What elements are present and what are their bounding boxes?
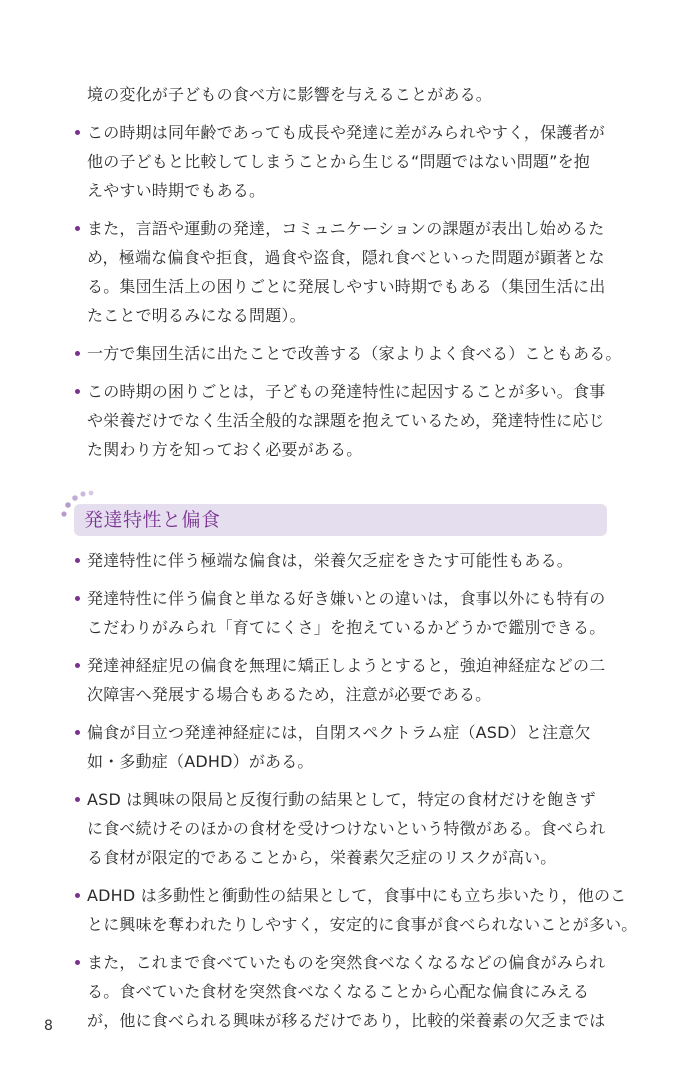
text-line: ASD は興味の限局と反復行動の結果として，特定の食材だけを飽きず	[87, 790, 596, 809]
text-line: や栄養だけでなく生活全般的な課題を抱えているため，発達特性に応じ	[87, 411, 605, 430]
page-number: 8	[44, 1018, 53, 1034]
list-item	[74, 948, 609, 1035]
text-line: が，他に食べられる興味が移るだけであり，比較的栄養素の欠乏までは	[87, 1011, 606, 1030]
bullet-icon	[75, 389, 80, 394]
list-item	[74, 881, 638, 939]
text-line: る。食べていた食材を突然食べなくなることから心配な偏食にみえる	[87, 982, 590, 1001]
list-item	[74, 651, 609, 709]
text-line: る。集団生活上の困りごとに発展しやすい時期でもある（集団生活に出	[87, 277, 606, 296]
list-item	[74, 214, 609, 330]
text-line: とに興味を奪われたりしやすく，安定的に食事が食べられないことが多い。	[87, 915, 638, 934]
text-line: 次障害へ発展する場合もあるため，注意が必要である。	[87, 685, 492, 704]
bullet-icon	[75, 663, 80, 668]
page-content	[74, 80, 638, 1044]
text-line: 如・多動症（ADHD）がある。	[87, 752, 314, 771]
bullet-icon	[75, 893, 80, 898]
text-line: に食べ続けそのほかの食材を受けつけないという特徴がある。食べられ	[87, 819, 606, 838]
list-item	[74, 718, 609, 776]
bullet-icon	[75, 596, 80, 601]
text-line: 発達特性に伴う偏食と単なる好き嫌いとの違いは，食事以外にも特有の	[87, 589, 606, 608]
text-line: ADHD は多動性と衝動性の結果として，食事中にも立ち歩いたり，他のこ	[87, 886, 627, 905]
bullet-icon	[75, 797, 80, 802]
continuation-paragraph	[74, 80, 609, 109]
text-line: る食材が限定的であることから，栄養素欠乏症のリスクが高い。	[87, 848, 557, 867]
text-line: たことで明るみになる問題）。	[87, 306, 306, 325]
list-item	[74, 118, 609, 205]
text-line: こだわりがみられ「育てにくさ」を抱えているかどうかで鑑別できる。	[87, 618, 606, 637]
text-line: また，言語や運動の発達，コミュニケーションの課題が表出し始めるた	[87, 219, 605, 238]
bullet-icon	[75, 960, 80, 965]
bullet-icon	[75, 226, 80, 231]
text-line: また，これまで食べていたものを突然食べなくなるなどの偏食がみられ	[87, 953, 606, 972]
text-line: えやすい時期でもある。	[87, 181, 266, 200]
list-item	[74, 584, 609, 642]
text-line: 偏食が目立つ発達神経症には，自閉スペクトラム症（ASD）と注意欠	[87, 723, 591, 742]
text-line: この時期の困りごとは，子どもの発達特性に起因することが多い。食事	[87, 382, 606, 401]
list-item	[74, 339, 622, 368]
bullet-icon	[75, 130, 80, 135]
text-line: 発達特性に伴う極端な偏食は，栄養欠乏症をきたす可能性もある。	[87, 551, 574, 570]
text-line: 境の変化が子どもの食べ方に影響を与えることがある。	[87, 85, 493, 104]
section-heading	[60, 488, 609, 536]
section-title: 発達特性と偏食	[84, 509, 221, 531]
bullet-icon	[75, 351, 80, 356]
text-line: 発達神経症児の偏食を無理に矯正しようとすると，強迫神経症などの二	[87, 656, 606, 675]
text-line: この時期は同年齢であっても成長や発達に差がみられやすく，保護者が	[87, 123, 605, 142]
list-item	[74, 785, 609, 872]
bullet-icon	[75, 730, 80, 735]
list-item	[74, 377, 609, 464]
text-line: た関わり方を知っておく必要がある。	[87, 440, 363, 459]
bullet-icon	[75, 558, 80, 563]
text-line: 一方で集団生活に出たことで改善する（家よりよく食べる）こともある。	[87, 344, 622, 363]
text-line: 他の子どもと比較してしまうことから生じる“問題ではない問題”を抱	[87, 152, 590, 171]
text-line: め，極端な偏食や拒食，過食や盗食，隠れ食べといった問題が顕著とな	[87, 248, 605, 267]
list-item	[74, 546, 609, 575]
